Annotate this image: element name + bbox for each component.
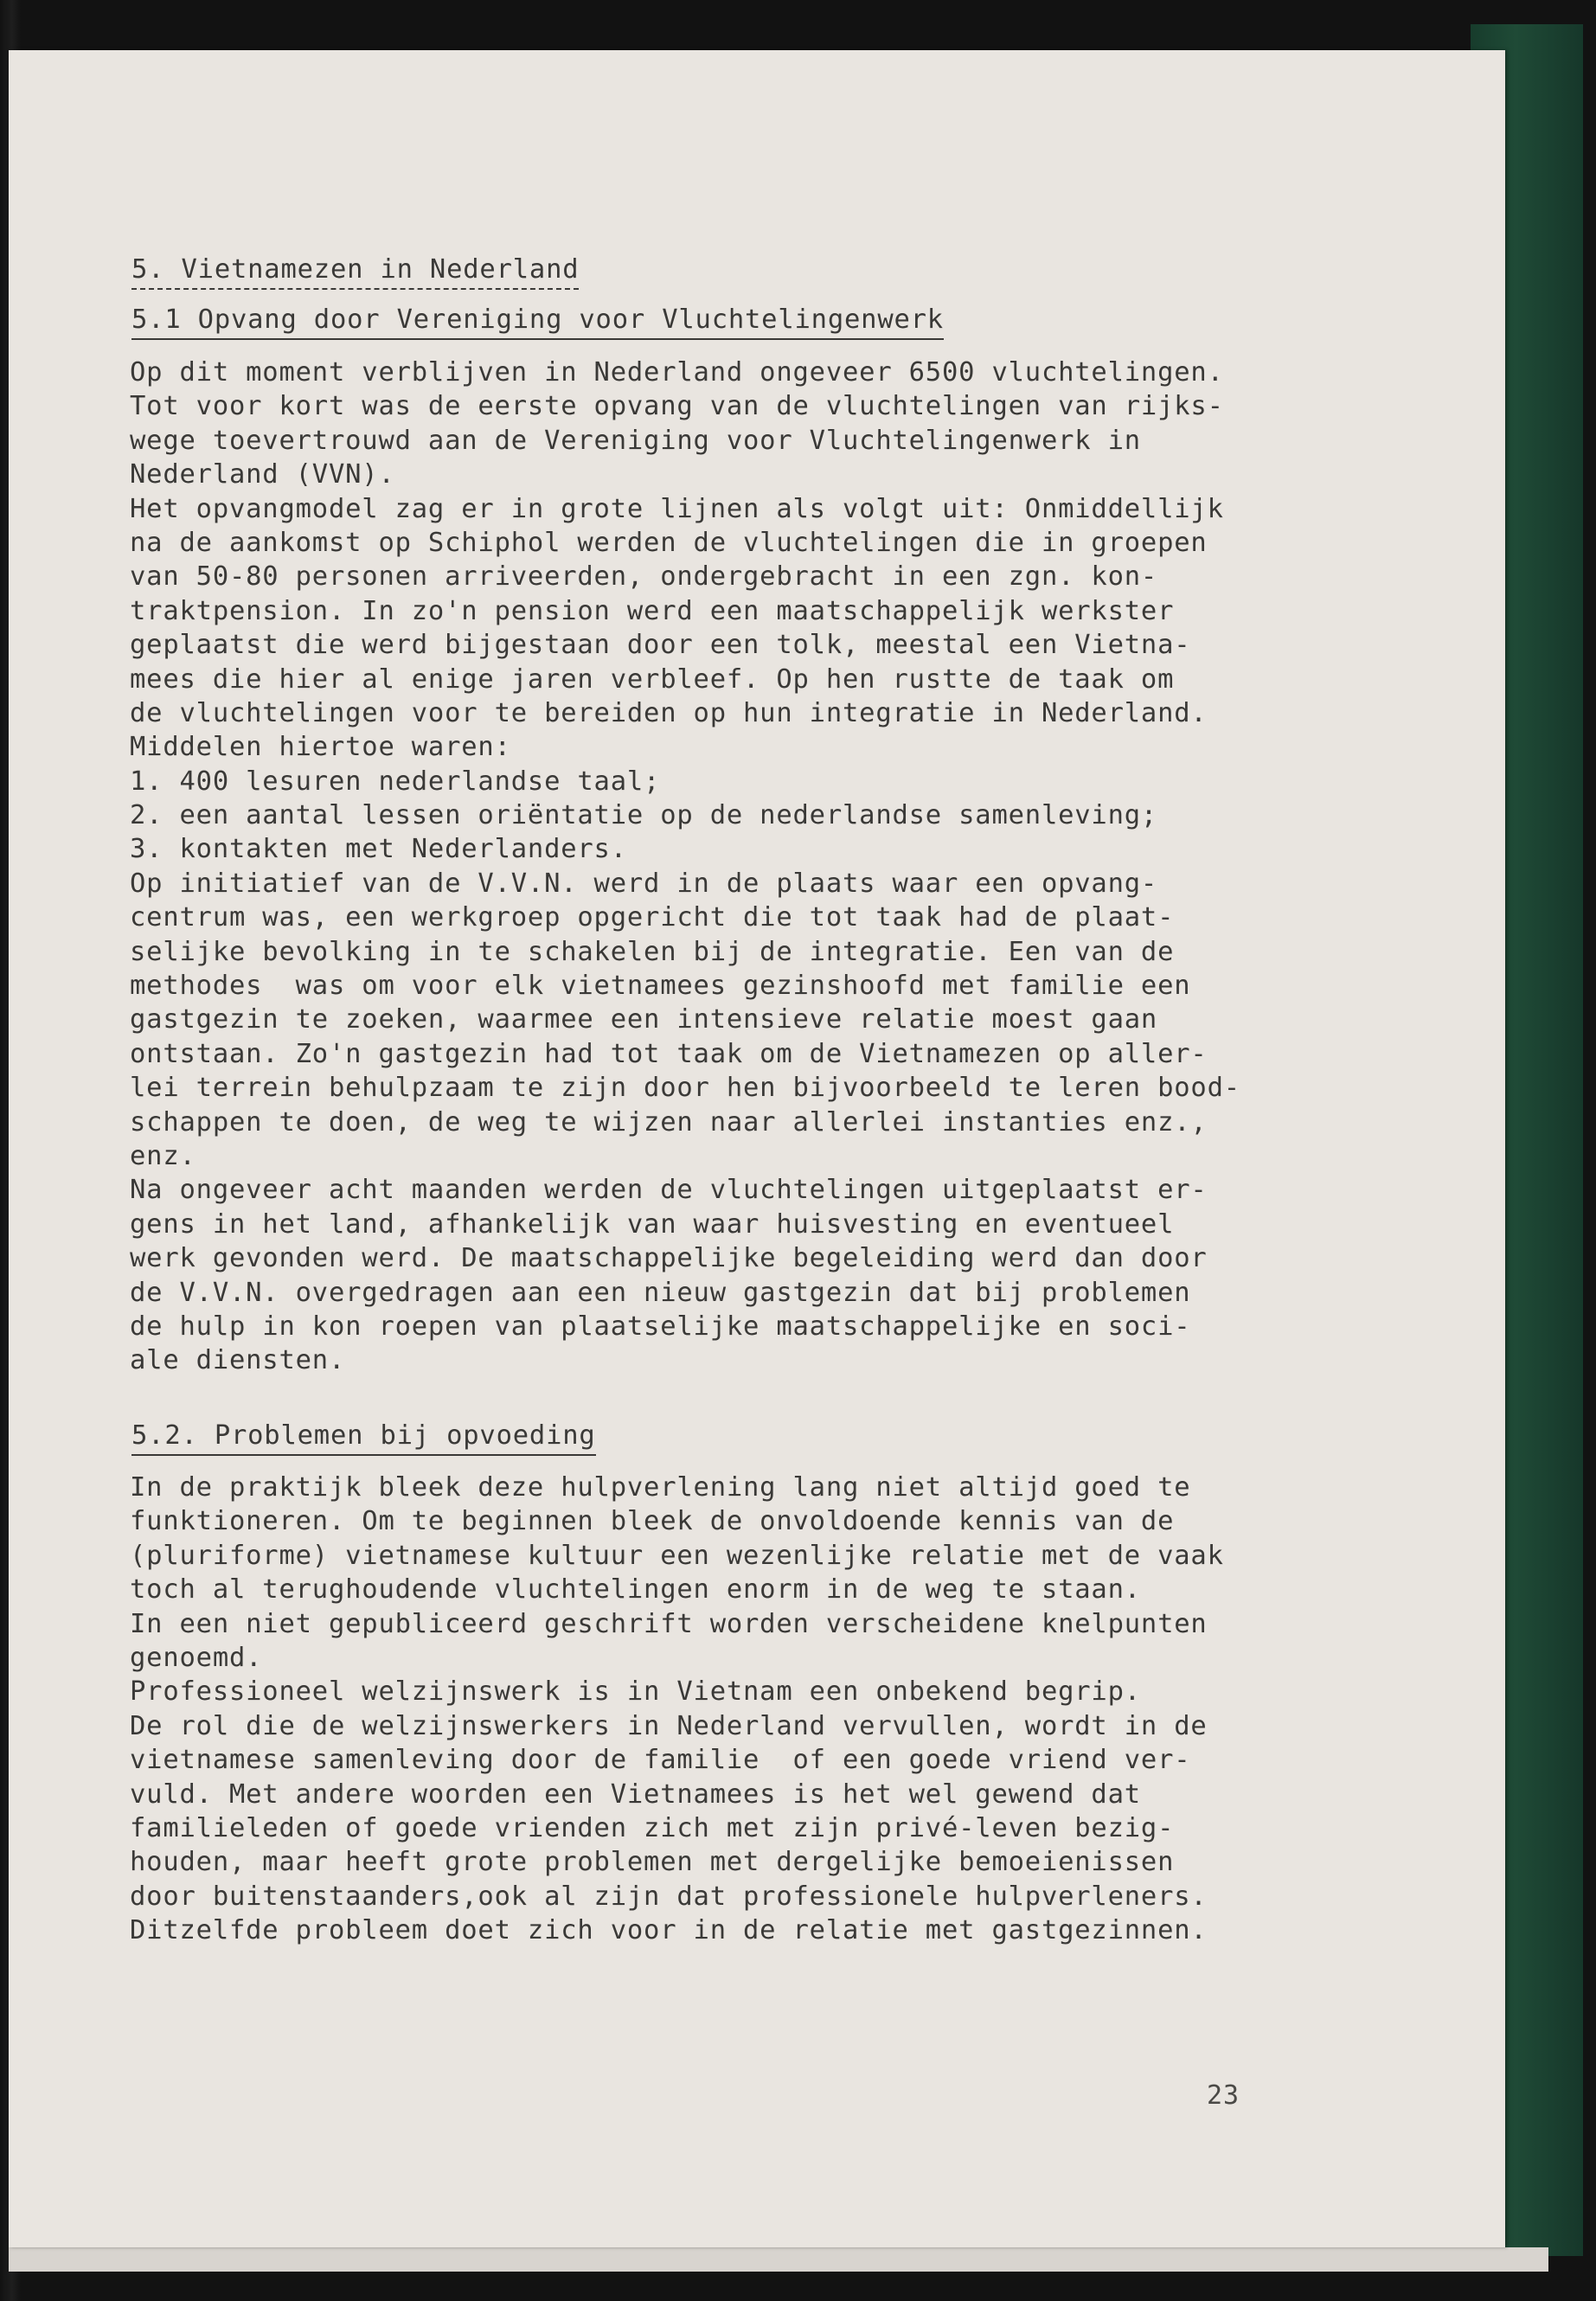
paragraph-line: Na ongeveer acht maanden werden de vluchtelingen uitgeplaatst er- xyxy=(130,1175,1208,1206)
paragraph-line: traktpension. In zo'n pension werd een maatschappelijk werkster xyxy=(130,595,1175,626)
section-title-5-1: 5.1 Opvang door Vereniging voor Vluchtelingenwerk xyxy=(131,304,944,340)
paragraph-line: Nederland (VVN). xyxy=(130,459,395,490)
paragraph-line: mees die hier al enige jaren verbleef. Op hen rustte de taak om xyxy=(130,663,1175,695)
paragraph-line: genoemd. xyxy=(130,1642,263,1673)
page-number: 23 xyxy=(1207,2080,1240,2111)
section-body-5-2 xyxy=(130,1471,1306,1947)
paragraph-line: ale diensten. xyxy=(130,1345,346,1376)
section-title-5-2: 5.2. Problemen bij opvoeding xyxy=(131,1420,596,1456)
paragraph-line: geplaatst die werd bijgestaan door een tolk, meestal een Vietna- xyxy=(130,630,1191,661)
paragraph-line: na de aankomst op Schiphol werden de vluchtelingen die in groepen xyxy=(130,527,1208,558)
paragraph-line: In de praktijk bleek deze hulpverlening lang niet altijd goed te xyxy=(130,1472,1191,1503)
list-item: 3. kontakten met Nederlanders. xyxy=(130,834,627,865)
paragraph-line: door buitenstaanders,ook al zijn dat professionele hulpverleners. xyxy=(130,1881,1208,1912)
paragraph-line: toch al terughoudende vluchtelingen enorm in de weg te staan. xyxy=(130,1574,1141,1606)
paragraph-line: lei terrein behulpzaam te zijn door hen bijvoorbeeld te leren bood- xyxy=(130,1073,1240,1104)
paragraph-line: wege toevertrouwd aan de Vereniging voor Vluchtelingenwerk in xyxy=(130,425,1141,456)
paragraph-line: gastgezin te zoeken, waarmee een intensieve relatie moest gaan xyxy=(130,1004,1158,1035)
chapter-heading: 5. Vietnamezen in Nederland xyxy=(131,254,579,290)
paragraph-line: ontstaan. Zo'n gastgezin had tot taak om de Vietnamezen op aller- xyxy=(130,1038,1208,1069)
page-bottom-edge xyxy=(9,2247,1548,2272)
paragraph-line: Op initiatief van de V.V.N. werd in de plaats waar een opvang- xyxy=(130,868,1158,899)
paragraph-line: houden, maar heeft grote problemen met dergelijke bemoeienissen xyxy=(130,1847,1175,1878)
paragraph-line: vietnamese samenleving door de familie of een goede vriend ver- xyxy=(130,1745,1191,1776)
paragraph-line: Het opvangmodel zag er in grote lijnen als volgt uit: Onmiddellijk xyxy=(130,493,1224,524)
paragraph-line: de V.V.N. overgedragen aan een nieuw gastgezin dat bij problemen xyxy=(130,1277,1191,1308)
paragraph-line: De rol die de welzijnswerkers in Nederland vervullen, wordt in de xyxy=(130,1710,1208,1741)
paragraph-line: familieleden of goede vrienden zich met zijn privé-leven bezig- xyxy=(130,1812,1175,1843)
paragraph-line: Ditzelfde probleem doet zich voor in de relatie met gastgezinnen. xyxy=(130,1915,1208,1946)
list-item: 1. 400 lesuren nederlandse taal; xyxy=(130,766,661,797)
paragraph-line: Op dit moment verblijven in Nederland ongeveer 6500 vluchtelingen. xyxy=(130,357,1224,388)
paragraph-line: van 50-80 personen arriveerden, ondergebracht in een zgn. kon- xyxy=(130,561,1158,593)
paragraph-line: funktioneren. Om te beginnen bleek de onvoldoende kennis van de xyxy=(130,1506,1175,1537)
paragraph-line: methodes was om voor elk vietnamees gezinshoofd met familie een xyxy=(130,971,1191,1002)
paragraph-line: schappen te doen, de weg te wijzen naar allerlei instanties enz., xyxy=(130,1106,1208,1138)
paragraph-line: vuld. Met andere woorden een Vietnamees is het wel gewend dat xyxy=(130,1779,1141,1810)
paragraph-line: Middelen hiertoe waren: xyxy=(130,732,511,763)
paragraph-line: enz. xyxy=(130,1140,196,1171)
paragraph-line: gens in het land, afhankelijk van waar huisvesting en eventueel xyxy=(130,1208,1175,1240)
paragraph-line: Tot voor kort was de eerste opvang van de vluchtelingen van rijks- xyxy=(130,391,1224,422)
paragraph-line: Professioneel welzijnswerk is in Vietnam een onbekend begrip. xyxy=(130,1676,1141,1708)
paragraph-line: In een niet gepubliceerd geschrift worden verscheidene knelpunten xyxy=(130,1608,1208,1639)
paragraph-line: (pluriforme) vietnamese kultuur een wezenlijke relatie met de vaak xyxy=(130,1540,1224,1571)
paragraph-line: de hulp in kon roepen van plaatselijke maatschappelijke en soci- xyxy=(130,1311,1191,1342)
paragraph-line: centrum was, een werkgroep opgericht die tot taak had de plaat- xyxy=(130,902,1175,933)
section-body-5-1 xyxy=(130,356,1306,1378)
paragraph-line: selijke bevolking in te schakelen bij de integratie. Een van de xyxy=(130,936,1175,967)
paragraph-line: de vluchtelingen voor te bereiden op hun integratie in Nederland. xyxy=(130,697,1208,728)
paragraph-line: werk gevonden werd. De maatschappelijke begeleiding werd dan door xyxy=(130,1243,1208,1274)
document-page xyxy=(9,50,1505,2247)
list-item: 2. een aantal lessen oriëntatie op de nederlandse samenleving; xyxy=(130,800,1158,831)
